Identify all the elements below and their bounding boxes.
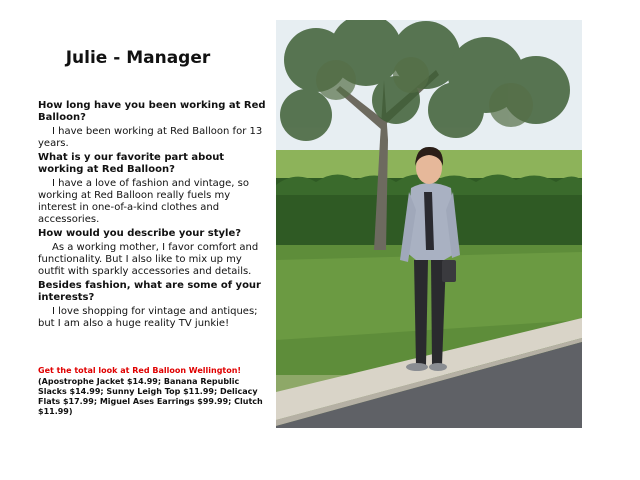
answer-1: I have been working at Red Balloon for 13 years. (38, 126, 263, 149)
answer-2: I have a love of fashion and vintage, so working at Red Balloon really fuels my interest in one-of-a-kind clothes and accessories. (38, 178, 249, 225)
question-4: Besides fashion, what are some of your interests? (38, 280, 261, 303)
promo-details: (Apostrophe Jacket $14.99; Banana Republic Slacks $14.99; Sunny Leigh Top $11.99; Delicacy Flats $17.99; Miguel Ases Earrings $99.99; Clutch $11.99) (38, 377, 263, 416)
question-1: How long have you been working at Red Balloon? (38, 100, 266, 123)
interview-section (38, 100, 270, 332)
promo-section (38, 366, 270, 417)
promo-headline: Get the total look at Red Balloon Wellington! (38, 366, 242, 375)
manager-photo (276, 20, 582, 428)
answer-3: As a working mother, I favor comfort and functionality. But I also like to mix up my outfit with sparkly accessories and details. (38, 242, 259, 277)
page-title: Julie - Manager (65, 48, 211, 68)
question-3: How would you describe your style? (38, 228, 242, 239)
outdoor-portrait-image (276, 20, 582, 428)
answer-4: I love shopping for vintage and antiques; but I am also a huge reality TV junkie! (38, 306, 258, 329)
question-2: What is y our favorite part about working at Red Balloon? (38, 152, 225, 175)
